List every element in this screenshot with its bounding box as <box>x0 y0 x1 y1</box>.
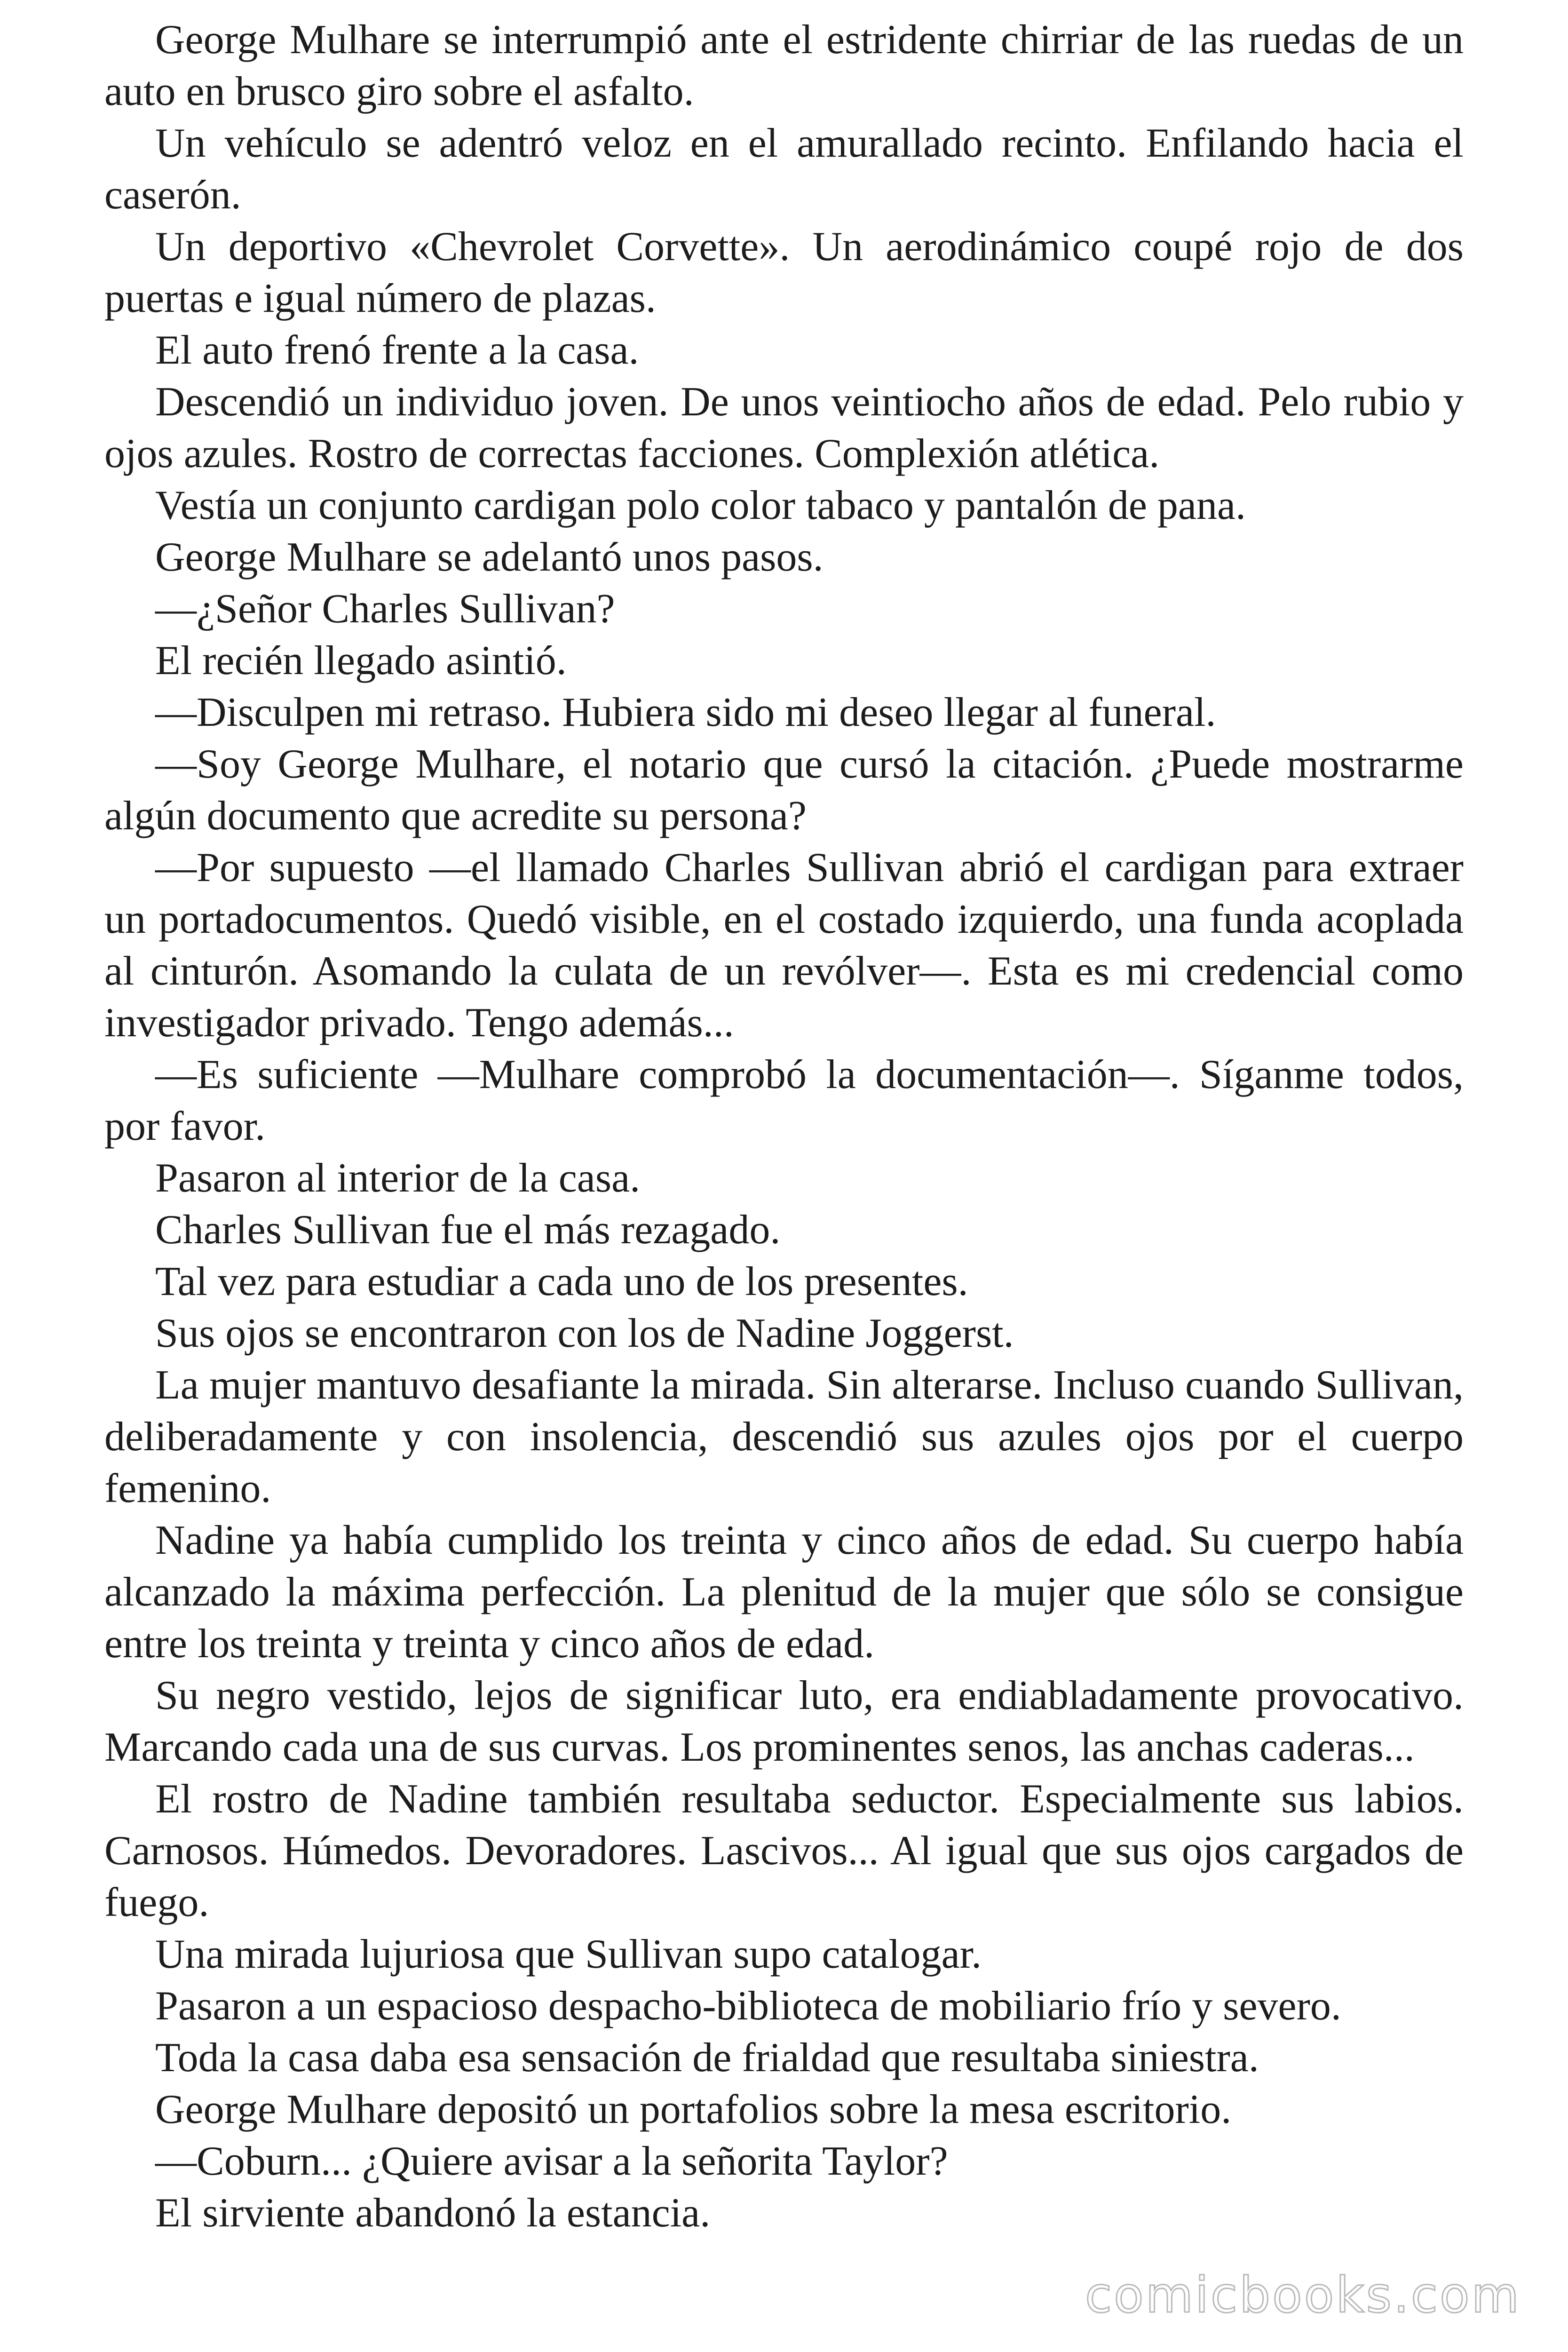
paragraph: Nadine ya había cumplido los treinta y cinco años de edad. Su cuerpo había alcanzado la máxima perfección. La plenitud de la mujer que sólo se consigue entre los treinta y treinta y cinco años de edad. <box>104 1518 1464 1667</box>
paragraph: La mujer mantuvo desafiante la mirada. Sin alterarse. Incluso cuando Sullivan, deliberadamente y con insolencia, descendió sus azules ojos por el cuerpo femenino. <box>104 1362 1464 1511</box>
paragraph: —Disculpen mi retraso. Hubiera sido mi deseo llegar al funeral. <box>155 690 1216 735</box>
paragraph: Tal vez para estudiar a cada uno de los presentes. <box>155 1259 968 1304</box>
paragraph: Un vehículo se adentró veloz en el amurallado recinto. Enfilando hacia el caserón. <box>104 120 1464 218</box>
paragraph: El recién llegado asintió. <box>155 638 567 683</box>
paragraph: El sirviente abandonó la estancia. <box>155 2190 711 2236</box>
paragraph: Su negro vestido, lejos de significar luto, era endiabladamente provocativo. Marcando cada una de sus curvas. Los prominentes senos, las anchas caderas... <box>104 1673 1464 1770</box>
paragraph: —Soy George Mulhare, el notario que cursó la citación. ¿Puede mostrarme algún documento que acredite su persona? <box>104 741 1464 839</box>
paragraph: Pasaron a un espacioso despacho-biblioteca de mobiliario frío y severo. <box>155 1983 1341 2029</box>
paragraph: Un deportivo «Chevrolet Corvette». Un aerodinámico coupé rojo de dos puertas e igual número de plazas. <box>104 224 1464 321</box>
page-text <box>104 14 1464 2239</box>
paragraph: Toda la casa daba esa sensación de frialdad que resultaba siniestra. <box>155 2035 1259 2081</box>
paragraph: —Por supuesto —el llamado Charles Sullivan abrió el cardigan para extraer un portadocumentos. Quedó visible, en el costado izquierdo, una funda acoplada al cinturón. Asomando la culata de un revólver—. Esta es mi credencial como investigador privado. Tengo además... <box>104 845 1464 1046</box>
paragraph: El auto frenó frente a la casa. <box>155 327 639 373</box>
paragraph: El rostro de Nadine también resultaba seductor. Especialmente sus labios. Carnosos. Húmedos. Devoradores. Lascivos... Al igual que sus ojos cargados de fuego. <box>104 1776 1464 1925</box>
paragraph: George Mulhare depositó un portafolios sobre la mesa escritorio. <box>155 2087 1232 2132</box>
paragraph: Descendió un individuo joven. De unos veintiocho años de edad. Pelo rubio y ojos azules. Rostro de correctas facciones. Complexión atlética. <box>104 379 1464 477</box>
paragraph: —¿Señor Charles Sullivan? <box>155 586 615 632</box>
paragraph: George Mulhare se interrumpió ante el estridente chirriar de las ruedas de un auto en brusco giro sobre el asfalto. <box>104 17 1464 114</box>
paragraph: Charles Sullivan fue el más rezagado. <box>155 1207 781 1253</box>
watermark: comicbooks.com <box>1085 2266 1521 2324</box>
paragraph: George Mulhare se adelantó unos pasos. <box>155 534 824 580</box>
paragraph: Sus ojos se encontraron con los de Nadine Joggerst. <box>155 1311 1014 1356</box>
paragraph: Vestía un conjunto cardigan polo color tabaco y pantalón de pana. <box>155 483 1246 528</box>
paragraph: Pasaron al interior de la casa. <box>155 1155 641 1201</box>
paragraph: —Es suficiente —Mulhare comprobó la documentación—. Síganme todos, por favor. <box>104 1052 1464 1149</box>
paragraph: Una mirada lujuriosa que Sullivan supo catalogar. <box>155 1931 982 1977</box>
paragraph: —Coburn... ¿Quiere avisar a la señorita Taylor? <box>155 2138 948 2184</box>
